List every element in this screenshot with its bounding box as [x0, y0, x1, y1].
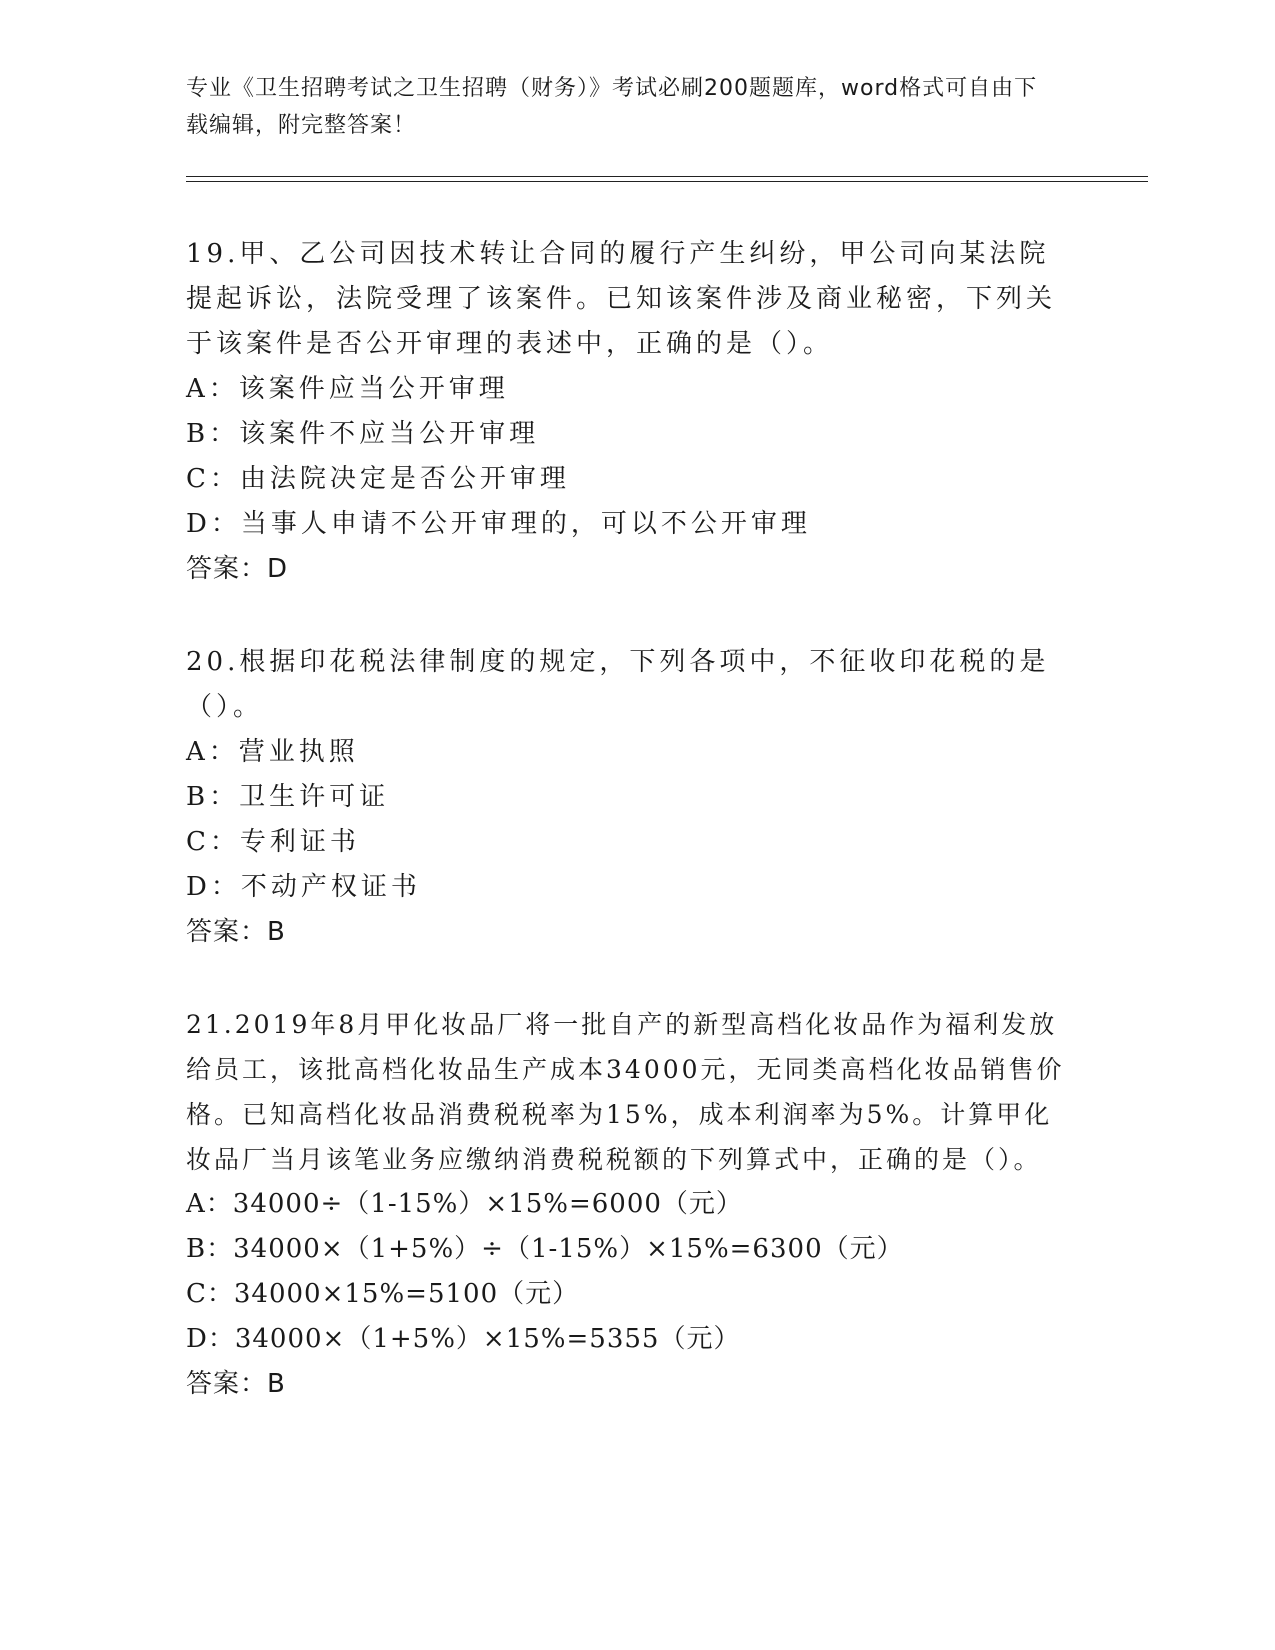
- question-stem: 20.根据印花税法律制度的规定，下列各项中，不征收印花税的是（）。: [186, 647, 1050, 722]
- option-a: A：34000÷（1-15%）×15%=6000（元）: [186, 1189, 743, 1219]
- question-stem: 19.甲、乙公司因技术转让合同的履行产生纠纷，甲公司向某法院提起诉讼，法院受理了该案件。已知该案件涉及商业秘密，下列关于该案件是否公开审理的表述中，正确的是（）。: [186, 239, 1057, 359]
- option-c: C：34000×15%=5100（元）: [186, 1279, 580, 1309]
- question-20: [186, 640, 1076, 955]
- answer: 答案：B: [186, 917, 286, 947]
- option-a: A：该案件应当公开审理: [186, 374, 509, 404]
- option-b: B：34000×（1+5%）÷（1-15%）×15%=6300（元）: [186, 1234, 904, 1264]
- question-19: [186, 232, 1076, 592]
- option-c: C：由法院决定是否公开审理: [186, 464, 570, 494]
- option-b: B：卫生许可证: [186, 782, 390, 812]
- option-a: A：营业执照: [186, 737, 359, 767]
- header-divider-bottom: [186, 181, 1148, 182]
- header-divider-top: [186, 176, 1148, 177]
- document-header: 专业《卫生招聘考试之卫生招聘（财务）》考试必刷200题题库，word格式可自由下载编辑，附完整答案！: [186, 76, 1038, 138]
- answer: 答案：D: [186, 554, 289, 584]
- option-b: B：该案件不应当公开审理: [186, 419, 540, 449]
- question-21: [186, 1002, 1076, 1407]
- option-c: C：专利证书: [186, 827, 360, 857]
- option-d: D：34000×（1+5%）×15%=5355（元）: [186, 1324, 741, 1354]
- option-d: D：不动产权证书: [186, 872, 421, 902]
- answer: 答案：B: [186, 1369, 286, 1399]
- option-d: D：当事人申请不公开审理的，可以不公开审理: [186, 509, 811, 539]
- question-stem: 21.2019年8月甲化妆品厂将一批自产的新型高档化妆品作为福利发放给员工，该批高档化妆品生产成本34000元，无同类高档化妆品销售价格。已知高档化妆品消费税税率为15%，成本利润率为5%。计算甲化妆品厂当月该笔业务应缴纳消费税税额的下列算式中，正确的是（）。: [186, 1010, 1065, 1174]
